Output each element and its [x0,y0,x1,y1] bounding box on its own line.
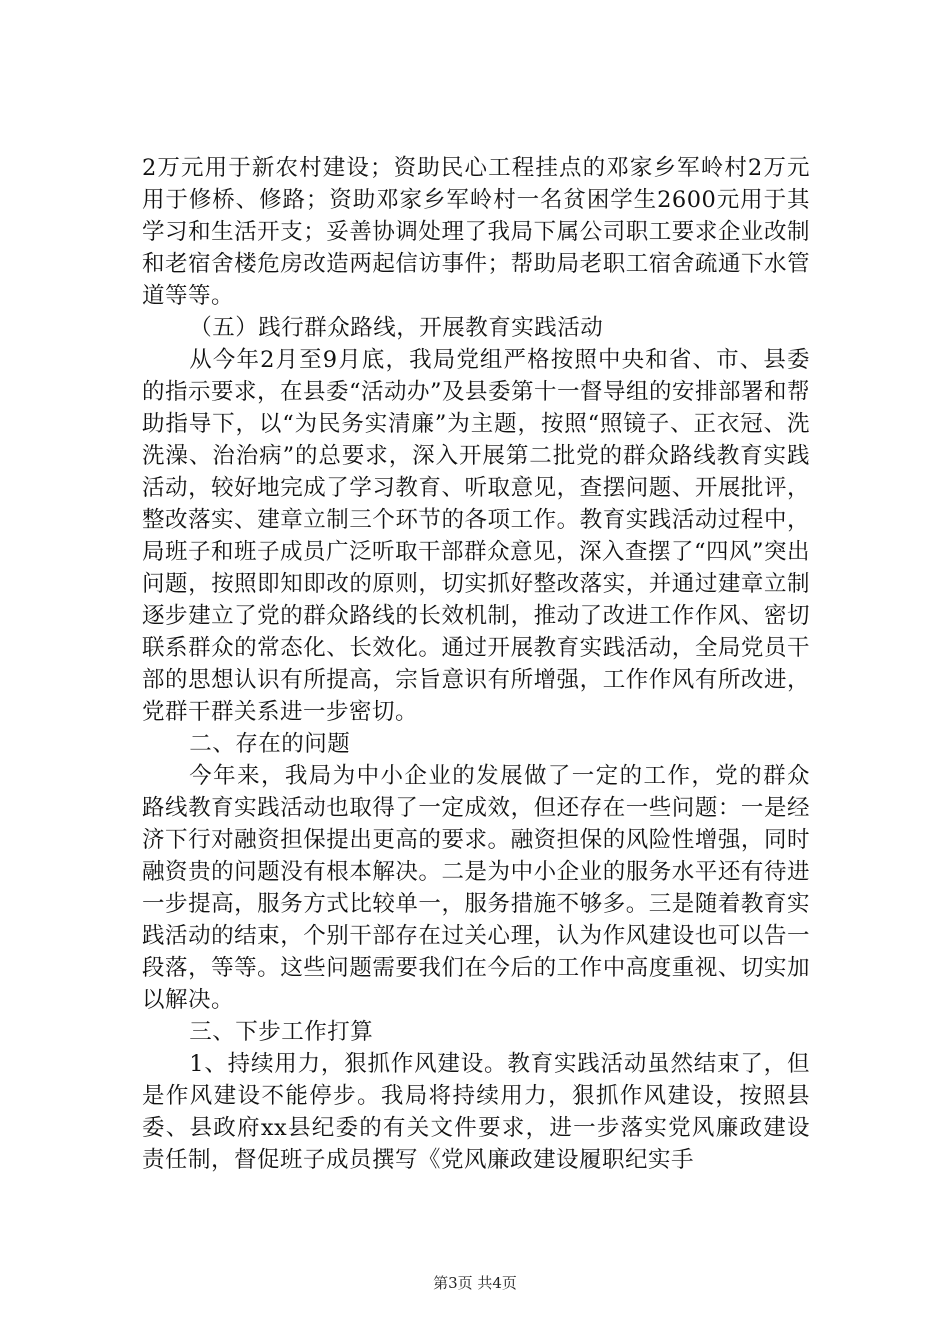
document-body [142,152,810,1176]
paragraph-education-practice: 从今年2月至9月底，我局党组严格按照中央和省、市、县委的指示要求，在县委“活动办”及县委第十一督导组的安排部署和帮助指导下，以“为民务实清廉”为主题，按照“照镜子、正衣冠、洗洗澡、治治病”的总要求，深入开展第二批党的群众路线教育实践活动，较好地完成了学习教育、听取意见，查摆问题、开展批评，整改落实、建章立制三个环节的各项工作。教育实践活动过程中，局班子和班子成员广泛听取干部群众意见，深入查摆了“四风”突出问题，按照即知即改的原则，切实抓好整改落实，并通过建章立制逐步建立了党的群众路线的长效机制，推动了改进工作作风、密切联系群众的常态化、长效化。通过开展教育实践活动，全局党员干部的思想认识有所提高，宗旨意识有所增强，工作作风有所改进，党群干群关系进一步密切。 [142,347,811,725]
paragraph-work-style: 1、持续用力，狠抓作风建设。教育实践活动虽然结束了，但是作风建设不能停步。我局将持续用力，狠抓作风建设，按照县委、县政府xx县纪委的有关文件要求，进一步落实党风廉政建设责任制，督促班子成员撰写《党风廉政建设履职纪实手 [142,1051,810,1173]
heading-section-5: （五）践行群众路线，开展教育实践活动 [189,315,604,341]
heading-existing-problems: 二、存在的问题 [189,731,351,757]
heading-next-steps: 三、下步工作打算 [189,1019,374,1045]
paragraph-problems: 今年来，我局为中小企业的发展做了一定的工作，党的群众路线教育实践活动也取得了一定成效，但还存在一些问题：一是经济下行对融资担保提出更高的要求。融资担保的风险性增强，同时融资贵的问题没有根本解决。二是为中小企业的服务水平还有待进一步提高，服务方式比较单一，服务措施不够多。三是随着教育实践活动的结束，个别干部存在过关心理，认为作风建设也可以告一段落，等等。这些问题需要我们在今后的工作中高度重视、切实加以解决。 [142,763,810,1013]
page-footer: 第3页 共4页 [433,1274,517,1292]
paragraph-donations-continued: 2万元用于新农村建设；资助民心工程挂点的邓家乡军岭村2万元用于修桥、修路；资助邓家乡军岭村一名贫困学生2600元用于其学习和生活开支；妥善协调处理了我局下属公司职工要求企业改制和老宿舍楼危房改造两起信访事件；帮助局老职工宿舍疏通下水管道等等。 [142,155,810,309]
